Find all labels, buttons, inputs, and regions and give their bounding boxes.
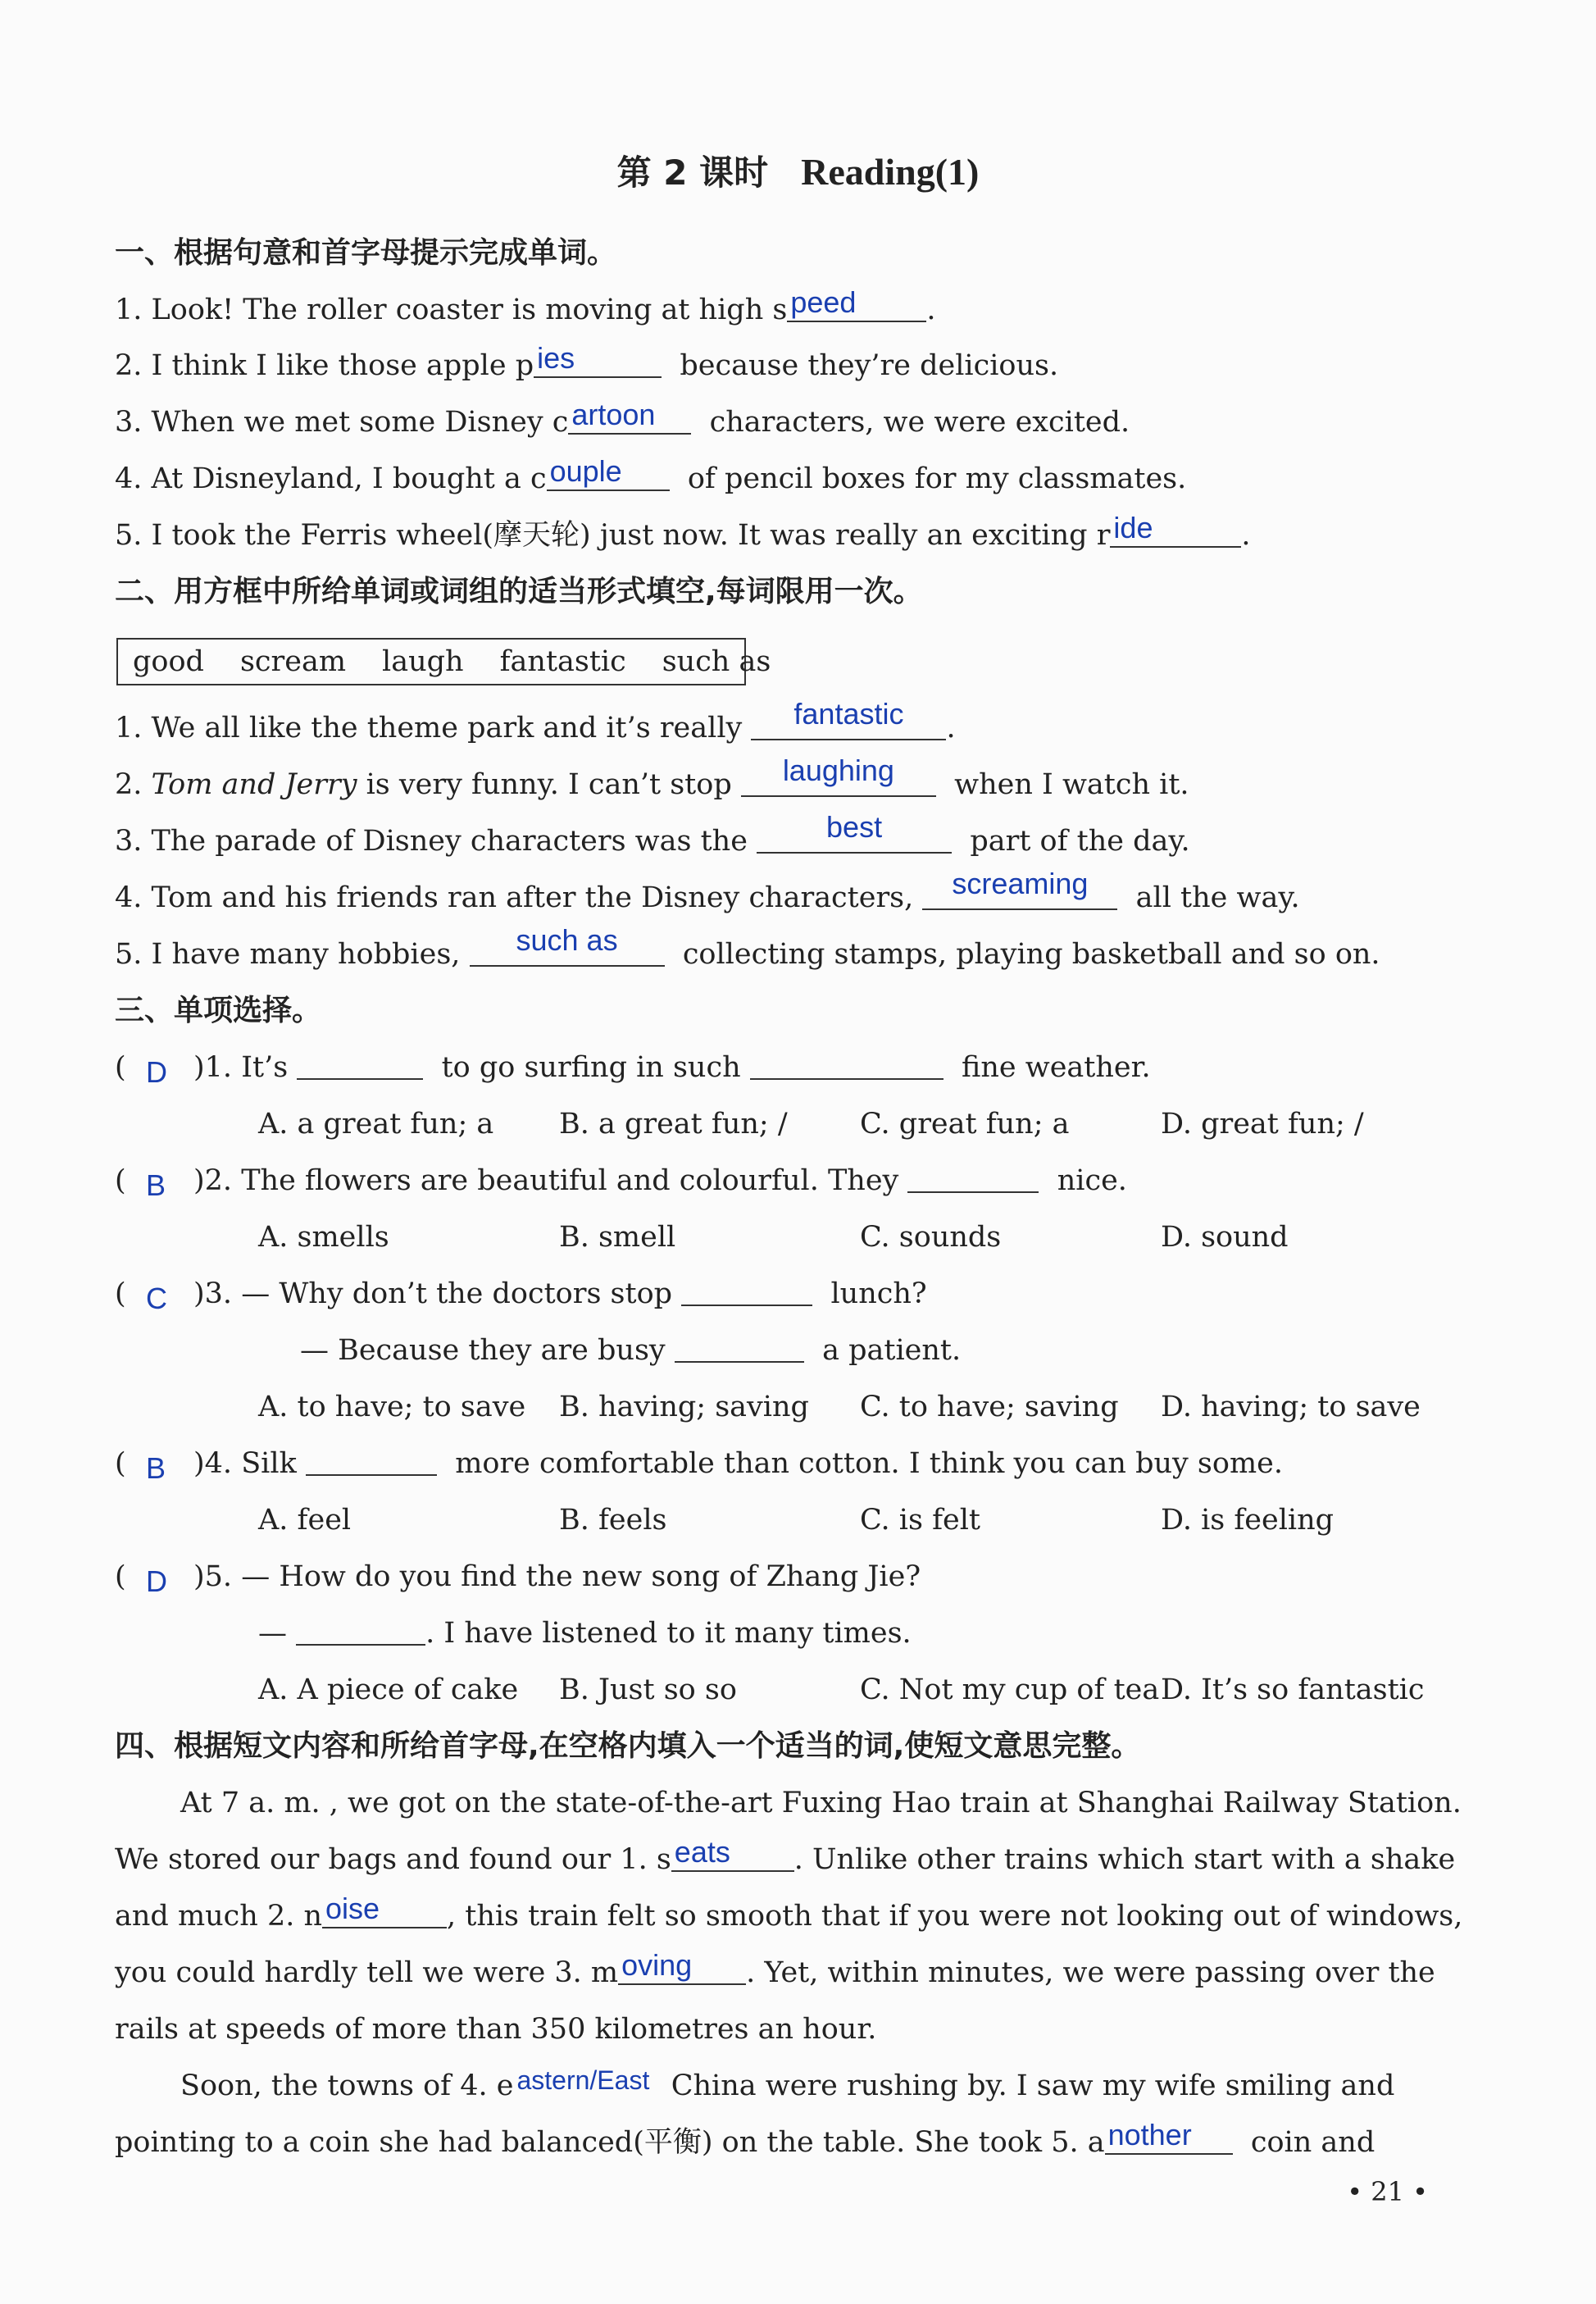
q1-option-b[interactable]: B. a great fun; / [559,1108,788,1141]
passage-answer-4: astern/East [516,2065,650,2095]
passage-line-7-b: coin and [1250,2126,1375,2159]
title-cn: 第 2 课时 [616,153,769,193]
s1-item-4-text: 4. At Disneyland, I bought a c [115,462,547,495]
q3-answer-paren[interactable]: ( C [115,1277,167,1315]
s2-answer-4: screaming [952,867,1089,900]
q5-options [258,1672,1424,1708]
s2-item-5-text: 5. I have many hobbies, [115,938,461,971]
q3-option-b[interactable]: B. having; saving [559,1391,809,1423]
q3-text-a: — Why don’t the doctors stop [241,1277,673,1310]
s1-item-1 [115,285,936,328]
q1-text-b: to go surfing in such [441,1051,741,1084]
s2-item-3-text: 3. The parade of Disney characters was the [115,825,748,858]
s1-item-5 [115,511,1251,553]
q1-option-c[interactable]: C. great fun; a [860,1108,1070,1141]
s2-item-2-title: Tom and Jerry [151,768,357,801]
s2-item-3 [115,810,1190,859]
passage-line-6-a: Soon, the towns of 4. e [180,2070,514,2102]
q2-stem [115,1163,1127,1202]
passage-line-3 [115,1892,1463,1934]
section-1-heading: 一、根据句意和首字母提示完成单词。 [115,236,617,270]
s2-item-2-num: 2. [115,768,152,801]
q3-blank-1[interactable] [681,1277,812,1306]
q3-text-d: a patient. [822,1334,962,1367]
s1-item-2-post: because they’re delicious. [680,349,1059,382]
q2-option-a[interactable]: A. smells [258,1221,389,1254]
word-box-item: fantastic [499,645,626,678]
q1-blank-1[interactable] [297,1050,423,1080]
q5-text-a: — How do you find the new song of Zhang Jie? [241,1560,921,1593]
passage-line-6 [180,2065,1395,2104]
q2-text-b: nice. [1057,1164,1127,1197]
q1-text-c: fine weather. [962,1051,1151,1084]
q1-number: )1. [193,1051,233,1084]
s2-blank-2[interactable] [741,754,936,797]
s1-item-2-text: 2. I think I like those apple p [115,349,534,382]
s2-item-2-text: is very funny. I can’t stop [357,768,732,801]
q5-option-b[interactable]: B. Just so so [559,1673,737,1706]
s2-item-4-text: 4. Tom and his friends ran after the Disney characters, [115,881,914,914]
passage-line-3-a: and much 2. n [115,1900,322,1933]
q1-blank-2[interactable] [750,1050,944,1080]
q5-blank[interactable] [296,1616,425,1646]
word-box [116,638,771,685]
s1-answer-3: artoon [571,398,656,431]
passage-line-1: At 7 a. m. , we got on the state-of-the-art Fuxing Hao train at Shanghai Railway Station. [180,1787,1462,1819]
q1-option-d[interactable]: D. great fun; / [1161,1108,1364,1141]
section-3-heading: 三、单项选择。 [115,994,322,1027]
q4-answer-paren[interactable]: ( B [115,1447,166,1485]
s1-answer-1: peed [790,285,857,319]
q4-option-c[interactable]: C. is felt [860,1504,980,1537]
q3-option-c[interactable]: C. to have; saving [860,1391,1119,1423]
s1-item-1-text: 1. Look! The roller coaster is moving at high s [115,294,788,326]
q3-text-b: lunch? [830,1277,927,1310]
q5-line-2 [258,1615,912,1651]
passage-answer-5: nother [1107,2118,1192,2151]
s1-item-4-post: of pencil boxes for my classmates. [687,462,1187,495]
s1-answer-4: ouple [549,454,622,488]
s2-answer-1: fantastic [793,697,904,731]
s2-blank-4[interactable] [922,867,1117,910]
word-box-item: good [133,645,204,678]
title-en: Reading(1) [801,151,980,193]
q3-option-a[interactable]: A. to have; to save [258,1391,526,1423]
s1-item-5-text: 5. I took the Ferris wheel(摩天轮) just now. It was really an exciting r [115,519,1111,552]
passage-line-7-a: pointing to a coin she had balanced(平衡) on the table. She took 5. a [115,2126,1105,2159]
s1-blank-1[interactable] [787,285,926,322]
q5-dash: — [258,1617,287,1650]
q2-answer: B [146,1168,166,1202]
q4-option-d[interactable]: D. is feeling [1161,1504,1335,1537]
section-2-heading: 二、用方框中所给单词或词组的适当形式填空,每词限用一次。 [115,575,923,608]
passage-line-6-b: China were rushing by. I saw my wife smiling and [671,2070,1395,2102]
q1-option-a[interactable]: A. a great fun; a [258,1108,494,1141]
q5-answer-paren[interactable]: ( D [115,1560,167,1598]
q2-blank[interactable] [907,1163,1039,1193]
passage-line-3-b: , this train felt so smooth that if you were not looking out of windows, [447,1900,1463,1933]
s1-blank-2[interactable] [534,341,662,378]
q5-option-d[interactable]: D. It’s so fantastic [1161,1673,1425,1706]
s2-blank-1[interactable] [751,697,946,740]
q5-text-b: . I have listened to it many times. [425,1617,912,1650]
q2-answer-paren[interactable]: ( B [115,1164,166,1202]
s1-answer-5: ide [1113,511,1153,544]
section-4-heading: 四、根据短文内容和所给首字母,在空格内填入一个适当的词,使短文意思完整。 [115,1729,1141,1763]
s2-item-4-post: all the way. [1135,881,1300,914]
q2-text-a: The flowers are beautiful and colourful. They [241,1164,899,1197]
q3-answer: C [146,1282,167,1315]
passage-line-2-a: We stored our bags and found our 1. s [115,1843,671,1876]
word-box-item: scream [239,645,347,678]
q5-answer: D [146,1564,167,1598]
q5-option-a[interactable]: A. A piece of cake [258,1673,519,1706]
s1-item-2 [115,341,1059,384]
q1-answer-paren[interactable]: ( D [115,1051,167,1089]
s2-item-4 [115,867,1300,916]
s2-item-5 [115,923,1380,972]
s1-item-4 [115,454,1187,497]
passage-answer-1: eats [674,1835,730,1869]
q1-stem [115,1050,1151,1089]
passage-line-2-b: . Unlike other trains which start with a shake [793,1843,1456,1876]
word-box-item: such as [662,645,771,678]
q2-number: )2. [193,1164,233,1197]
s1-item-3-text: 3. When we met some Disney c [115,406,569,439]
q3-options [258,1389,1421,1425]
q2-option-d[interactable]: D. sound [1161,1221,1289,1254]
q4-stem [115,1446,1283,1485]
q5-option-c[interactable]: C. Not my cup of tea [860,1673,1160,1706]
q3-text-c: — Because they are busy [300,1334,666,1367]
s2-item-1 [115,697,956,746]
q3-stem [115,1276,927,1315]
passage-line-4-b: . Yet, within minutes, we were passing over the [746,1956,1435,1989]
q5-number: )5. [193,1560,233,1593]
passage-line-4 [115,1948,1435,1991]
q2-option-b[interactable]: B. smell [559,1221,676,1254]
word-box-item: laugh [382,645,464,678]
s1-answer-2: ies [537,341,575,375]
s1-blank-3[interactable] [568,398,691,435]
q3-line-2 [300,1332,961,1368]
page-number: • 21 • [1347,2176,1428,2207]
passage-answer-3: oving [621,1948,693,1982]
passage-blank-2[interactable] [322,1892,447,1928]
s2-item-3-post: part of the day. [970,825,1190,858]
q3-blank-2[interactable] [675,1333,804,1363]
passage-blank-4[interactable] [513,2065,652,2098]
s1-item-5-post: . [1241,519,1251,552]
q5-stem [115,1559,921,1598]
passage-line-7 [115,2118,1375,2161]
s2-item-2 [115,754,1189,803]
s2-answer-5: such as [516,923,618,957]
q4-number: )4. [193,1447,233,1480]
s2-blank-3[interactable] [757,810,952,854]
q4-answer: B [146,1451,166,1485]
q2-option-c[interactable]: C. sounds [860,1221,1002,1254]
q4-blank[interactable] [306,1446,437,1476]
q4-text-b: more comfortable than cotton. I think you can buy some. [455,1447,1283,1480]
q4-options [258,1502,1334,1538]
s1-blank-5[interactable] [1110,511,1241,548]
s1-blank-4[interactable] [547,454,670,491]
q1-answer: D [146,1055,167,1089]
s2-item-2-post: when I watch it. [954,768,1189,801]
passage-answer-2: oise [325,1892,380,1925]
q3-option-d[interactable]: D. having; to save [1161,1391,1421,1423]
s1-item-3 [115,398,1130,440]
q4-option-b[interactable]: B. feels [559,1504,667,1537]
passage-blank-1[interactable] [671,1835,794,1872]
q4-text-a: Silk [241,1447,297,1480]
s2-item-5-post: collecting stamps, playing basketball and so on. [682,938,1380,971]
s2-answer-2: laughing [782,754,894,787]
q4-option-a[interactable]: A. feel [258,1504,352,1537]
q1-options [258,1106,1364,1142]
passage-line-5: rails at speeds of more than 350 kilometres an hour. [115,2013,877,2046]
q2-options [258,1219,1289,1255]
q3-number: )3. [193,1277,233,1310]
s2-answer-3: best [826,810,883,844]
s2-blank-5[interactable] [470,923,665,967]
q1-text-a: It’s [241,1051,289,1084]
passage-blank-3[interactable] [618,1948,746,1985]
s2-item-1-text: 1. We all like the theme park and it’s really [115,712,743,744]
passage-line-2 [115,1835,1456,1878]
s2-item-1-post: . [946,712,956,744]
passage-blank-5[interactable] [1105,2118,1233,2155]
passage-line-4-a: you could hardly tell we were 3. m [115,1956,619,1989]
s1-item-3-post: characters, we were excited. [709,406,1130,439]
s1-item-1-post: . [926,294,936,326]
lesson-title [0,146,1596,195]
